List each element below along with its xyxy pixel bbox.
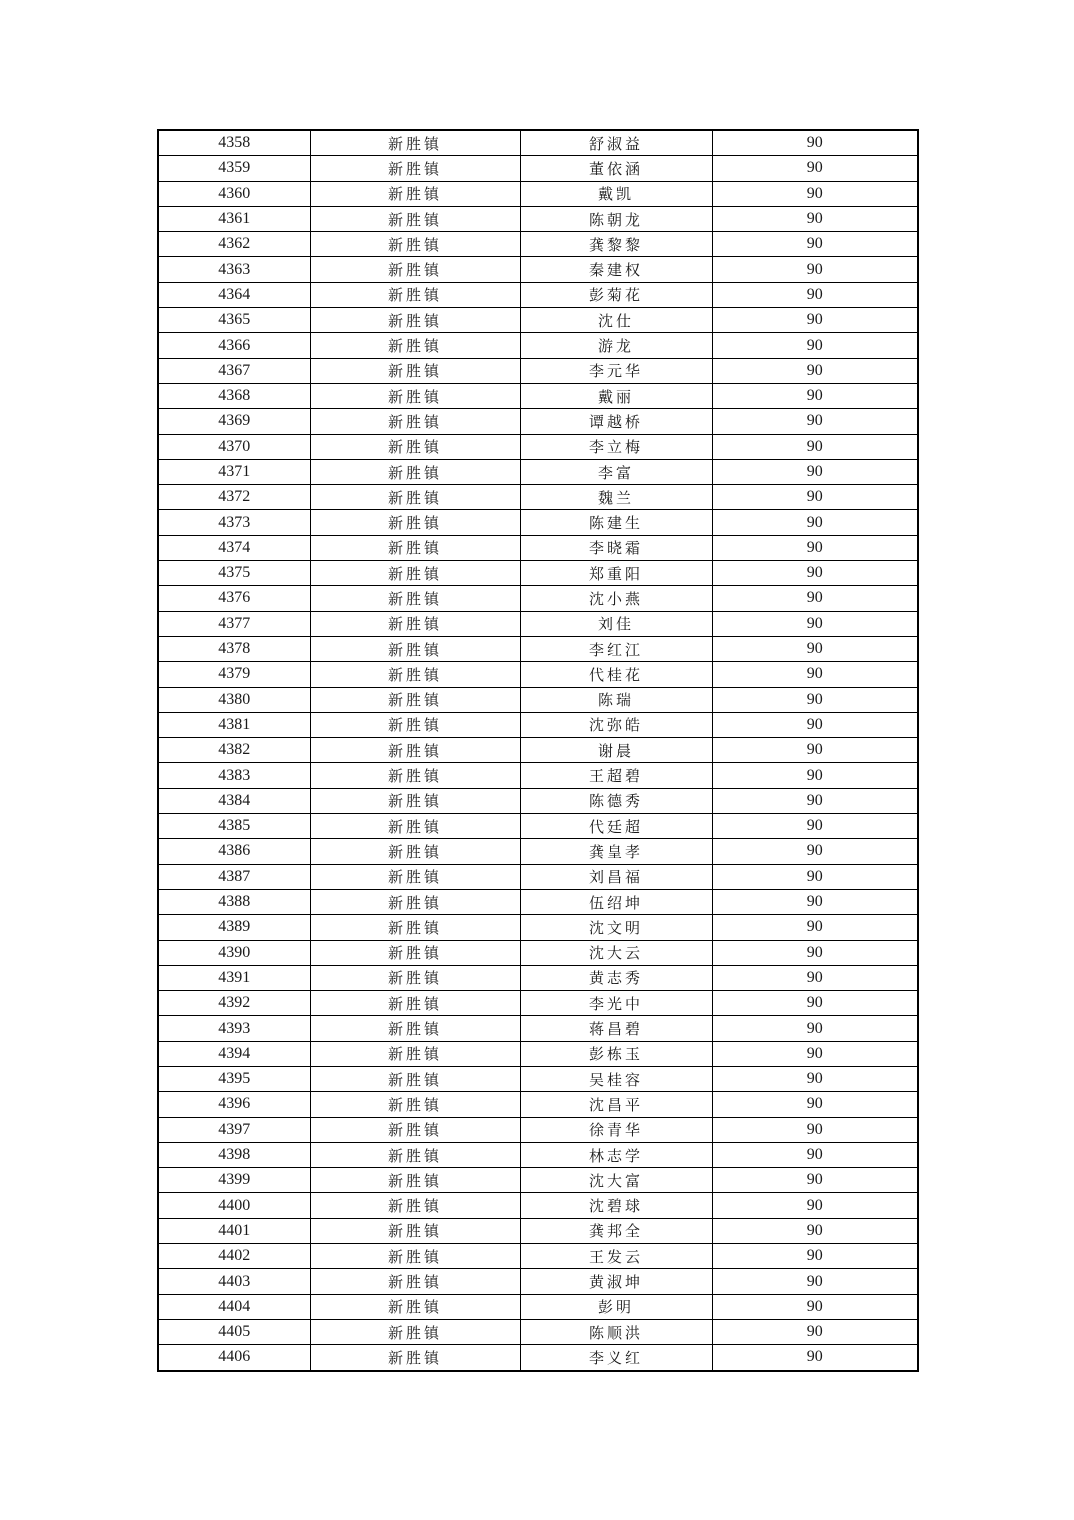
- score-cell: 90: [712, 991, 918, 1016]
- serial-number-cell: 4384: [158, 788, 310, 813]
- table-row: [158, 1269, 918, 1294]
- person-name-cell: 沈仕: [520, 308, 712, 333]
- person-name-cell: 李富: [520, 459, 712, 484]
- score-cell: 90: [712, 1244, 918, 1269]
- town-cell: 新胜镇: [310, 257, 520, 282]
- town-cell: 新胜镇: [310, 991, 520, 1016]
- serial-number-cell: 4374: [158, 535, 310, 560]
- person-name-cell: 龚邦全: [520, 1218, 712, 1243]
- score-cell: 90: [712, 257, 918, 282]
- person-name-cell: 谢晨: [520, 738, 712, 763]
- table-row: [158, 662, 918, 687]
- table-row: [158, 1168, 918, 1193]
- serial-number-cell: 4375: [158, 561, 310, 586]
- person-name-cell: 董依涵: [520, 156, 712, 181]
- town-cell: 新胜镇: [310, 889, 520, 914]
- town-cell: 新胜镇: [310, 1319, 520, 1344]
- table-row: [158, 561, 918, 586]
- town-cell: 新胜镇: [310, 1041, 520, 1066]
- table-row: [158, 383, 918, 408]
- score-cell: 90: [712, 712, 918, 737]
- town-cell: 新胜镇: [310, 1193, 520, 1218]
- town-cell: 新胜镇: [310, 1244, 520, 1269]
- town-cell: 新胜镇: [310, 864, 520, 889]
- score-cell: 90: [712, 1092, 918, 1117]
- table-row: [158, 889, 918, 914]
- score-cell: 90: [712, 1041, 918, 1066]
- person-name-cell: 沈弥皓: [520, 712, 712, 737]
- score-cell: 90: [712, 485, 918, 510]
- score-cell: 90: [712, 510, 918, 535]
- person-name-cell: 谭越桥: [520, 409, 712, 434]
- table-row: [158, 586, 918, 611]
- score-cell: 90: [712, 662, 918, 687]
- person-name-cell: 陈顺洪: [520, 1319, 712, 1344]
- score-cell: 90: [712, 1193, 918, 1218]
- serial-number-cell: 4397: [158, 1117, 310, 1142]
- town-cell: 新胜镇: [310, 358, 520, 383]
- serial-number-cell: 4405: [158, 1319, 310, 1344]
- person-name-cell: 陈德秀: [520, 788, 712, 813]
- score-cell: 90: [712, 814, 918, 839]
- serial-number-cell: 4383: [158, 763, 310, 788]
- table-row: [158, 1319, 918, 1344]
- serial-number-cell: 4376: [158, 586, 310, 611]
- serial-number-cell: 4391: [158, 965, 310, 990]
- person-name-cell: 徐青华: [520, 1117, 712, 1142]
- town-cell: 新胜镇: [310, 535, 520, 560]
- table-row: [158, 130, 918, 156]
- table-row: [158, 738, 918, 763]
- person-name-cell: 沈碧球: [520, 1193, 712, 1218]
- table-row: [158, 510, 918, 535]
- serial-number-cell: 4385: [158, 814, 310, 839]
- town-cell: 新胜镇: [310, 383, 520, 408]
- serial-number-cell: 4401: [158, 1218, 310, 1243]
- serial-number-cell: 4372: [158, 485, 310, 510]
- town-cell: 新胜镇: [310, 965, 520, 990]
- person-name-cell: 陈建生: [520, 510, 712, 535]
- serial-number-cell: 4358: [158, 130, 310, 156]
- score-cell: 90: [712, 535, 918, 560]
- town-cell: 新胜镇: [310, 181, 520, 206]
- person-name-cell: 伍绍坤: [520, 889, 712, 914]
- serial-number-cell: 4392: [158, 991, 310, 1016]
- table-row: [158, 409, 918, 434]
- score-cell: 90: [712, 1117, 918, 1142]
- town-cell: 新胜镇: [310, 1269, 520, 1294]
- score-cell: 90: [712, 1345, 918, 1371]
- table-row: [158, 1193, 918, 1218]
- score-cell: 90: [712, 156, 918, 181]
- score-cell: 90: [712, 1294, 918, 1319]
- score-cell: 90: [712, 181, 918, 206]
- table-row: [158, 940, 918, 965]
- serial-number-cell: 4367: [158, 358, 310, 383]
- town-cell: 新胜镇: [310, 1066, 520, 1091]
- town-cell: 新胜镇: [310, 712, 520, 737]
- serial-number-cell: 4369: [158, 409, 310, 434]
- person-name-cell: 代桂花: [520, 662, 712, 687]
- table-row: [158, 839, 918, 864]
- serial-number-cell: 4394: [158, 1041, 310, 1066]
- person-name-cell: 蒋昌碧: [520, 1016, 712, 1041]
- person-name-cell: 黄志秀: [520, 965, 712, 990]
- town-cell: 新胜镇: [310, 687, 520, 712]
- town-cell: 新胜镇: [310, 1142, 520, 1167]
- table-row: [158, 1041, 918, 1066]
- person-name-cell: 龚黎黎: [520, 232, 712, 257]
- serial-number-cell: 4400: [158, 1193, 310, 1218]
- person-name-cell: 舒淑益: [520, 130, 712, 156]
- person-name-cell: 王超碧: [520, 763, 712, 788]
- score-cell: 90: [712, 206, 918, 231]
- person-name-cell: 王发云: [520, 1244, 712, 1269]
- serial-number-cell: 4379: [158, 662, 310, 687]
- town-cell: 新胜镇: [310, 738, 520, 763]
- score-cell: 90: [712, 915, 918, 940]
- town-cell: 新胜镇: [310, 308, 520, 333]
- score-cell: 90: [712, 434, 918, 459]
- town-cell: 新胜镇: [310, 434, 520, 459]
- town-cell: 新胜镇: [310, 333, 520, 358]
- town-cell: 新胜镇: [310, 662, 520, 687]
- table-row: [158, 156, 918, 181]
- table-row: [158, 636, 918, 661]
- serial-number-cell: 4361: [158, 206, 310, 231]
- table-row: [158, 687, 918, 712]
- table-row: [158, 991, 918, 1016]
- person-name-cell: 沈昌平: [520, 1092, 712, 1117]
- table-row: [158, 763, 918, 788]
- serial-number-cell: 4387: [158, 864, 310, 889]
- table-row: [158, 1117, 918, 1142]
- table-row: [158, 333, 918, 358]
- serial-number-cell: 4364: [158, 282, 310, 307]
- table-row: [158, 181, 918, 206]
- score-cell: 90: [712, 611, 918, 636]
- person-name-cell: 刘昌福: [520, 864, 712, 889]
- town-cell: 新胜镇: [310, 915, 520, 940]
- table-row: [158, 434, 918, 459]
- town-cell: 新胜镇: [310, 611, 520, 636]
- town-cell: 新胜镇: [310, 1218, 520, 1243]
- person-name-cell: 彭菊花: [520, 282, 712, 307]
- table-row: [158, 1016, 918, 1041]
- score-cell: 90: [712, 687, 918, 712]
- town-cell: 新胜镇: [310, 206, 520, 231]
- table-row: [158, 459, 918, 484]
- score-cell: 90: [712, 1319, 918, 1344]
- score-cell: 90: [712, 130, 918, 156]
- serial-number-cell: 4373: [158, 510, 310, 535]
- score-cell: 90: [712, 1269, 918, 1294]
- score-cell: 90: [712, 308, 918, 333]
- town-cell: 新胜镇: [310, 409, 520, 434]
- roster-table-body: [158, 130, 918, 1371]
- score-cell: 90: [712, 409, 918, 434]
- score-cell: 90: [712, 1142, 918, 1167]
- town-cell: 新胜镇: [310, 561, 520, 586]
- table-row: [158, 232, 918, 257]
- person-name-cell: 郑重阳: [520, 561, 712, 586]
- score-cell: 90: [712, 965, 918, 990]
- score-cell: 90: [712, 763, 918, 788]
- table-row: [158, 485, 918, 510]
- serial-number-cell: 4395: [158, 1066, 310, 1091]
- person-name-cell: 代廷超: [520, 814, 712, 839]
- person-name-cell: 陈朝龙: [520, 206, 712, 231]
- person-name-cell: 戴凯: [520, 181, 712, 206]
- person-name-cell: 刘佳: [520, 611, 712, 636]
- town-cell: 新胜镇: [310, 788, 520, 813]
- person-name-cell: 李元华: [520, 358, 712, 383]
- serial-number-cell: 4396: [158, 1092, 310, 1117]
- serial-number-cell: 4363: [158, 257, 310, 282]
- score-cell: 90: [712, 864, 918, 889]
- person-name-cell: 李红江: [520, 636, 712, 661]
- person-name-cell: 黄淑坤: [520, 1269, 712, 1294]
- table-row: [158, 1218, 918, 1243]
- table-row: [158, 1142, 918, 1167]
- table-row: [158, 358, 918, 383]
- town-cell: 新胜镇: [310, 1117, 520, 1142]
- table-row: [158, 864, 918, 889]
- person-name-cell: 彭明: [520, 1294, 712, 1319]
- serial-number-cell: 4404: [158, 1294, 310, 1319]
- town-cell: 新胜镇: [310, 636, 520, 661]
- score-cell: 90: [712, 459, 918, 484]
- score-cell: 90: [712, 738, 918, 763]
- table-row: [158, 257, 918, 282]
- score-cell: 90: [712, 232, 918, 257]
- person-name-cell: 陈瑞: [520, 687, 712, 712]
- table-row: [158, 611, 918, 636]
- serial-number-cell: 4359: [158, 156, 310, 181]
- serial-number-cell: 4398: [158, 1142, 310, 1167]
- serial-number-cell: 4403: [158, 1269, 310, 1294]
- table-row: [158, 535, 918, 560]
- town-cell: 新胜镇: [310, 586, 520, 611]
- table-row: [158, 915, 918, 940]
- score-cell: 90: [712, 1016, 918, 1041]
- serial-number-cell: 4371: [158, 459, 310, 484]
- score-cell: 90: [712, 561, 918, 586]
- town-cell: 新胜镇: [310, 1092, 520, 1117]
- table-row: [158, 814, 918, 839]
- table-row: [158, 965, 918, 990]
- person-name-cell: 吴桂容: [520, 1066, 712, 1091]
- town-cell: 新胜镇: [310, 232, 520, 257]
- serial-number-cell: 4389: [158, 915, 310, 940]
- person-name-cell: 秦建权: [520, 257, 712, 282]
- town-cell: 新胜镇: [310, 1345, 520, 1371]
- town-cell: 新胜镇: [310, 814, 520, 839]
- town-cell: 新胜镇: [310, 1294, 520, 1319]
- serial-number-cell: 4360: [158, 181, 310, 206]
- town-cell: 新胜镇: [310, 940, 520, 965]
- serial-number-cell: 4399: [158, 1168, 310, 1193]
- serial-number-cell: 4378: [158, 636, 310, 661]
- serial-number-cell: 4388: [158, 889, 310, 914]
- person-name-cell: 游龙: [520, 333, 712, 358]
- person-name-cell: 李义红: [520, 1345, 712, 1371]
- table-row: [158, 1294, 918, 1319]
- score-cell: 90: [712, 282, 918, 307]
- serial-number-cell: 4366: [158, 333, 310, 358]
- town-cell: 新胜镇: [310, 282, 520, 307]
- town-cell: 新胜镇: [310, 763, 520, 788]
- town-cell: 新胜镇: [310, 459, 520, 484]
- table-row: [158, 1092, 918, 1117]
- person-name-cell: 李光中: [520, 991, 712, 1016]
- serial-number-cell: 4382: [158, 738, 310, 763]
- town-cell: 新胜镇: [310, 1168, 520, 1193]
- person-name-cell: 林志学: [520, 1142, 712, 1167]
- table-row: [158, 712, 918, 737]
- serial-number-cell: 4402: [158, 1244, 310, 1269]
- score-cell: 90: [712, 383, 918, 408]
- table-row: [158, 1345, 918, 1371]
- score-cell: 90: [712, 1168, 918, 1193]
- person-name-cell: 戴丽: [520, 383, 712, 408]
- person-name-cell: 沈文明: [520, 915, 712, 940]
- table-row: [158, 308, 918, 333]
- town-cell: 新胜镇: [310, 1016, 520, 1041]
- serial-number-cell: 4365: [158, 308, 310, 333]
- serial-number-cell: 4380: [158, 687, 310, 712]
- person-name-cell: 沈小燕: [520, 586, 712, 611]
- score-cell: 90: [712, 788, 918, 813]
- table-row: [158, 282, 918, 307]
- table-row: [158, 788, 918, 813]
- person-name-cell: 李晓霜: [520, 535, 712, 560]
- town-cell: 新胜镇: [310, 130, 520, 156]
- score-cell: 90: [712, 586, 918, 611]
- town-cell: 新胜镇: [310, 485, 520, 510]
- score-cell: 90: [712, 636, 918, 661]
- serial-number-cell: 4390: [158, 940, 310, 965]
- score-cell: 90: [712, 940, 918, 965]
- serial-number-cell: 4368: [158, 383, 310, 408]
- serial-number-cell: 4362: [158, 232, 310, 257]
- table-row: [158, 206, 918, 231]
- score-cell: 90: [712, 1218, 918, 1243]
- score-cell: 90: [712, 333, 918, 358]
- person-name-cell: 沈大云: [520, 940, 712, 965]
- score-cell: 90: [712, 889, 918, 914]
- roster-table: [157, 129, 919, 1372]
- table-row: [158, 1066, 918, 1091]
- town-cell: 新胜镇: [310, 156, 520, 181]
- score-cell: 90: [712, 1066, 918, 1091]
- serial-number-cell: 4386: [158, 839, 310, 864]
- table-row: [158, 1244, 918, 1269]
- serial-number-cell: 4393: [158, 1016, 310, 1041]
- serial-number-cell: 4406: [158, 1345, 310, 1371]
- serial-number-cell: 4377: [158, 611, 310, 636]
- score-cell: 90: [712, 358, 918, 383]
- person-name-cell: 魏兰: [520, 485, 712, 510]
- serial-number-cell: 4370: [158, 434, 310, 459]
- town-cell: 新胜镇: [310, 510, 520, 535]
- town-cell: 新胜镇: [310, 839, 520, 864]
- person-name-cell: 彭栋玉: [520, 1041, 712, 1066]
- person-name-cell: 龚皇孝: [520, 839, 712, 864]
- person-name-cell: 李立梅: [520, 434, 712, 459]
- score-cell: 90: [712, 839, 918, 864]
- serial-number-cell: 4381: [158, 712, 310, 737]
- person-name-cell: 沈大富: [520, 1168, 712, 1193]
